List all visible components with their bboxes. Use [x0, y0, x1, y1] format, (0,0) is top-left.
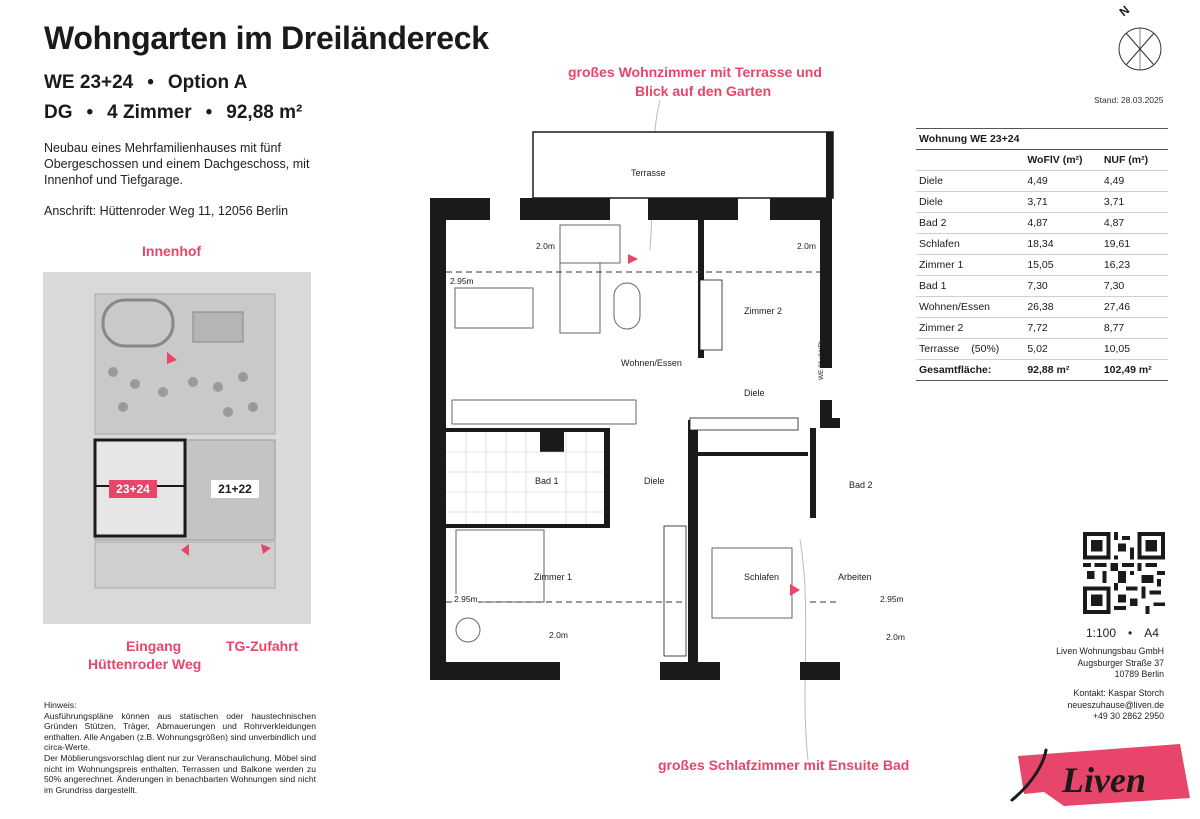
table-total-row: Gesamtfläche: 92,88 m² 102,49 m²: [916, 360, 1168, 381]
area-table: [916, 128, 1168, 381]
area-table-col-name: [916, 150, 1024, 171]
garage-label: TG-Zufahrt: [226, 638, 299, 654]
bullet: •: [86, 102, 94, 123]
unit-floor: DG: [44, 102, 73, 123]
room-arbeiten: Arbeiten: [838, 572, 872, 582]
callout-top-2: Blick auf den Garten: [635, 83, 772, 99]
unit-details-line: [44, 102, 302, 124]
hint-title: Hinweis:: [44, 700, 77, 710]
table-row: Terrasse (50%) 5,02 10,05: [916, 339, 1168, 360]
unit-option: Option A: [167, 72, 248, 93]
area-table-col-nuf: NUF (m²): [1101, 150, 1168, 171]
compass-icon: [1116, 25, 1164, 73]
floor-plan: [420, 95, 840, 785]
site-plan-drawing: [43, 272, 311, 624]
room-bad1: Bad 1: [535, 476, 559, 486]
company-name: Liven Wohnungsbau GmbH: [1056, 646, 1164, 656]
compass-label: N: [1116, 2, 1133, 20]
table-row: Zimmer 1 15,05 16,23: [916, 255, 1168, 276]
contact-phone: +49 30 2862 2950: [1092, 711, 1164, 721]
area-table-col-wofiv: WoFlV (m²): [1024, 150, 1100, 171]
company-block: [1020, 646, 1164, 681]
page-title: Wohngarten im Dreiländereck: [44, 20, 489, 56]
contact-block: [1020, 688, 1164, 723]
project-address: Anschrift: Hüttenroder Weg 11, 12056 Berlin: [44, 204, 289, 218]
room-zimmer2: Zimmer 2: [744, 306, 782, 316]
table-row: Diele 3,71 3,71: [916, 192, 1168, 213]
stand-date: Stand: 28.03.2025: [1094, 95, 1164, 105]
unit-rooms: 4 Zimmer: [107, 102, 192, 123]
entrance-street-label: Hüttenroder Weg: [88, 656, 202, 672]
area-table-title: Wohnung WE 23+24: [916, 129, 1168, 150]
contact-email[interactable]: neueszuhause@liven.de: [1067, 699, 1164, 710]
company-street: Augsburger Straße 37: [1077, 657, 1164, 668]
scale-line: [1086, 626, 1159, 640]
qr-code-icon: [1083, 532, 1165, 614]
innenhof-label: Innenhof: [142, 243, 202, 259]
bullet: •: [1128, 626, 1133, 640]
dimension: 2.0m: [536, 241, 555, 251]
bullet: •: [147, 72, 154, 93]
table-row: Wohnen/Essen 26,38 27,46: [916, 297, 1168, 318]
room-diele-top: Diele: [744, 388, 765, 398]
neighbor-badge: 21+22: [218, 482, 252, 496]
dimension: 2.95m: [450, 276, 474, 286]
room-wohnen: Wohnen/Essen: [621, 358, 682, 368]
site-plan: [43, 272, 311, 624]
hint-text-1: Ausführungspläne können aus statischen oder haustechnischen Gründen Stützen, Träger, Abmauerungen und Rohrverkleidungen enthalten. Alle Angaben (z.B. Wohnungsgrößen) sind unverbindlich und circa-Werte.: [44, 710, 316, 753]
table-row: Schlafen 18,34 19,61: [916, 234, 1168, 255]
unit-line: [44, 72, 247, 94]
hint-box: [44, 700, 316, 795]
room-terrasse: Terrasse: [631, 168, 666, 178]
room-diele-mid: Diele: [644, 476, 665, 486]
table-row: Bad 1 7,30 7,30: [916, 276, 1168, 297]
room-zimmer1: Zimmer 1: [534, 572, 572, 582]
liven-logo: [1004, 742, 1194, 808]
company-city: 10789 Berlin: [1114, 669, 1164, 679]
unit-area: 92,88 m²: [226, 102, 303, 123]
bullet: •: [205, 102, 213, 123]
paper-size: A4: [1144, 626, 1159, 640]
contact-person: Kontakt: Kaspar Storch: [1073, 688, 1164, 698]
hint-text-2: Der Möblierungsvorschlag dient nur zur Veranschaulichung. Möbel sind nicht im Wohnungspreis enthalten. Terrassen und Balkone werden zu 50% angerechnet. Änderungen in benachbarten Wohnungen sind nicht im Grundriss dargestellt.: [44, 752, 316, 795]
table-row: Bad 2 4,87 4,87: [916, 213, 1168, 234]
table-row: Zimmer 2 7,72 8,77: [916, 318, 1168, 339]
scale: 1:100: [1086, 626, 1117, 640]
room-bad2: Bad 2: [849, 480, 873, 490]
room-schlafen: Schlafen: [744, 572, 780, 582]
dimension: 2.0m: [797, 241, 816, 251]
table-row: Diele 4,49 4,49: [916, 171, 1168, 192]
logo-text: Liven: [1062, 760, 1146, 800]
callout-bottom: großes Schlafzimmer mit Ensuite Bad: [658, 757, 910, 773]
entry-label: WE 21+24(P): [818, 340, 825, 380]
unit-number: WE 23+24: [44, 72, 134, 93]
project-description: Neubau eines Mehrfamilienhauses mit fünf Obergeschossen und einem Dachgeschoss, mit Innenhof und Tiefgarage.: [44, 141, 310, 187]
dimension: 2.95m: [454, 594, 478, 604]
unit-badge: 23+24: [116, 482, 150, 496]
callout-top-1: großes Wohnzimmer mit Terrasse und: [568, 64, 822, 80]
dimension: 2.0m: [549, 630, 568, 640]
dimension: 2.95m: [880, 594, 904, 604]
entrance-label: Eingang: [126, 638, 182, 654]
dimension: 2.0m: [886, 632, 905, 642]
